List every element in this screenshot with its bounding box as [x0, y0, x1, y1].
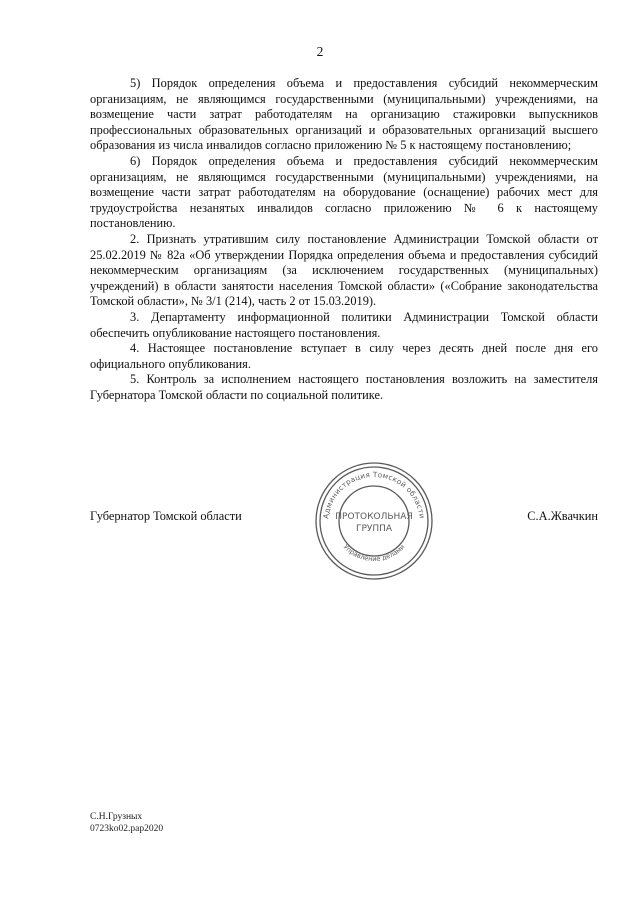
- stamp-center-line1: ПРОТОКОЛЬНАЯ: [335, 512, 413, 522]
- paragraph-item-6: 6) Порядок определения объема и предоставления субсидий некоммерческим организациям, не являющимся государственными (муниципальными) учреждениями, на возмещение части затрат работодателям на оборудование (оснащение) рабочих мест для трудоустройства незанятых инвалидов согласно приложению № 6 к настоящему постановлению.: [90, 153, 598, 231]
- stamp-ring-text: Администрация Томской области: [321, 469, 427, 520]
- stamp-bottom-text: Управление делами: [341, 542, 407, 564]
- paragraph-point-2: 2. Признать утратившим силу постановление Администрации Томской области от 25.02.2019 № 82а «Об утверждении Порядка определения объема и предоставления субсидий некоммерческим организациям (за исключением государственных (муниципальных) учреждений) в области занятости населения Томской области» («Собрание законодательства Томской области», № 3/1 (214), часть 2 от 15.03.2019).: [90, 231, 598, 309]
- paragraph-item-5: 5) Порядок определения объема и предоставления субсидий некоммерческим организациям, не являющимся государственными (муниципальными) учреждениями, на возмещение части затрат работодателям на организацию стажировки выпускников профессиональных образовательных организаций и образовательных организаций высшего образования из числа инвалидов согласно приложению № 5 к настоящему постановлению;: [90, 76, 598, 153]
- signatory-name: С.А.Жвачкин: [527, 509, 598, 523]
- signatory-position: Губернатор Томской области: [90, 509, 242, 523]
- page-number: 2: [316, 44, 324, 59]
- document-body: [90, 76, 598, 403]
- footer: [90, 811, 163, 835]
- protocol-group-stamp: [312, 459, 436, 583]
- stamp-center-line2: ГРУППА: [355, 524, 393, 534]
- file-code: 0723ko02.pap2020: [90, 824, 164, 834]
- svg-text:Управление делами: [342, 543, 407, 563]
- paragraph-point-3: 3. Департаменту информационной политики Администрации Томской области обеспечить опубликование настоящего постановления.: [90, 309, 598, 340]
- executor-name: С.Н.Грузных: [90, 812, 143, 822]
- paragraph-point-5: 5. Контроль за исполнением настоящего постановления возложить на заместителя Губернатора Томской области по социальной политике.: [90, 372, 598, 402]
- paragraph-point-4: 4. Настоящее постановление вступает в силу через десять дней после дня его официального опубликования.: [90, 341, 598, 371]
